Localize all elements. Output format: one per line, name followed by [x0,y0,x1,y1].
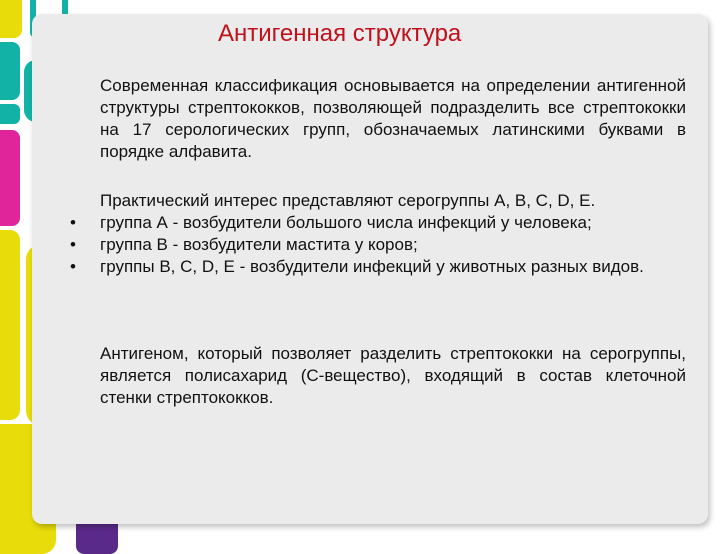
bullet-icon: • [70,235,76,254]
yellow-tall-decoration [0,230,20,420]
teal-block-decoration-3 [0,104,20,124]
list-item-text: группа В - возбудители мастита у коров; [100,235,418,254]
serogroups-list [70,212,686,278]
pink-block-decoration [0,130,20,226]
teal-block-decoration [0,42,20,100]
serogroups-intro: Практический интерес представляют серогруппы А, В, С, D, Е. [100,191,596,210]
yellow-block-decoration [0,0,22,38]
list-item [70,256,686,278]
bullet-icon: • [70,213,76,232]
list-item-text: группы В, С, D, Е - возбудители инфекций у животных разных видов. [100,257,644,276]
list-item-text: группа А - возбудители большого числа инфекций у человека; [100,213,592,232]
classification-paragraph: Современная классификация основывается на определении антигенной структуры стрептококков, позволяющей подразделить все стрептококки на 17 серологических групп, обозначаемых латинскими буквами в порядке алфавита. [100,76,686,161]
slide-title: Антигенная структура [218,20,462,47]
list-item [70,212,686,234]
bullet-icon: • [70,257,76,276]
antigen-paragraph: Антигеном, который позволяет разделить стрептококки на серогруппы, является полисахарид (С-вещество), входящий в состав клеточной стенки стрептококков. [100,344,686,407]
list-item [70,234,686,256]
